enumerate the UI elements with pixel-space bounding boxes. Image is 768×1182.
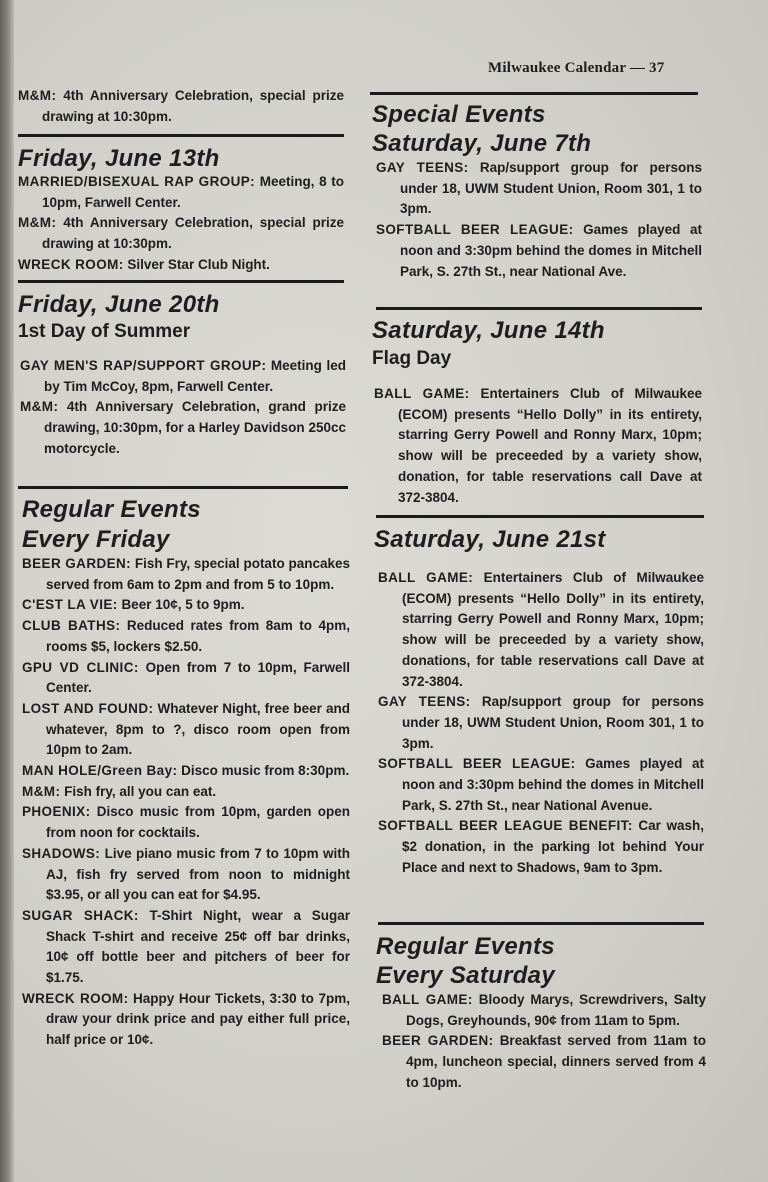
entry-list (18, 172, 344, 276)
divider (376, 515, 704, 518)
entry-list (20, 356, 346, 460)
list-item: BALL GAME: Entertainers Club of Milwaukee (ECOM) presents “Hello Dolly” in its entirety, starring Gerry Powell and Ronny Marx, 10pm; show will be preceeded by a variety show, donation, for table reservations call Dave at 372-3804. (374, 386, 702, 505)
section-heading: Friday, June 13th (18, 145, 220, 172)
list-item: SUGAR SHACK: T-Shirt Night, wear a Sugar Shack T-shirt and receive 25¢ off bar drinks, 10¢ off bottle beer and pitchers of beer for $1.75. (22, 907, 350, 986)
section-heading: Every Friday (22, 526, 170, 553)
list-item: MARRIED/BISEXUAL RAP GROUP: Meeting, 8 to 10pm, Farwell Center. (18, 174, 344, 210)
page-header: Milwaukee Calendar — 37 (488, 60, 665, 76)
list-item: C'EST LA VIE: Beer 10¢, 5 to 9pm. (22, 597, 245, 613)
section-subheading: Flag Day (372, 348, 452, 369)
list-item: WRECK ROOM: Happy Hour Tickets, 3:30 to 7pm, draw your drink price and pay either full price, half price or 10¢. (22, 990, 350, 1048)
divider (18, 280, 344, 283)
list-item: SHADOWS: Live piano music from 7 to 10pm with AJ, fish fry served from noon to midnight $3.95, or all you can eat for $4.95. (22, 845, 350, 903)
list-item: GAY TEENS: Rap/support group for persons under 18, UWM Student Union, Room 301, 1 to 3pm. (376, 160, 702, 217)
list-item: BALL GAME: Entertainers Club of Milwaukee (ECOM) presents “Hello Dolly” in its entirety, starring Gerry Powell and Ronny Marx, 10pm; show will be preceeded by a variety show, donations, for table reservations call Dave at 372-3804. (378, 570, 704, 689)
list-item: CLUB BATHS: Reduced rates from 8am to 4pm, rooms $5, lockers $2.50. (22, 618, 351, 654)
list-item: GPU VD CLINIC: Open from 7 to 10pm, Farwell Center. (22, 659, 350, 696)
list-item: GAY MEN'S RAP/SUPPORT GROUP: Meeting led by Tim McCoy, 8pm, Farwell Center. (20, 358, 346, 394)
divider (370, 92, 698, 95)
list-item: BEER GARDEN: Fish Fry, special potato pancakes served from 6am to 2pm and from 5 to 10pm. (22, 556, 350, 592)
list-item: BALL GAME: Bloody Marys, Screwdrivers, Salty Dogs, Greyhounds, 90¢ from 11am to 5pm. (382, 992, 706, 1028)
list-item: MAN HOLE/Green Bay: Disco music from 8:30pm. (22, 763, 350, 779)
entry-list (378, 568, 704, 879)
list-item: SOFTBALL BEER LEAGUE: Games played at noon and 3:30pm behind the domes in Mitchell Park, S. 27th St., near National Avenue. (378, 756, 704, 813)
section-heading: Regular Events (376, 933, 555, 960)
entry-list (374, 384, 702, 508)
list-item: M&M: 4th Anniversary Celebration, special prize drawing at 10:30pm. (18, 88, 344, 124)
list-item: GAY TEENS: Rap/support group for persons under 18, UWM Student Union, Room 301, 1 to 3pm. (378, 694, 704, 751)
list-item: SOFTBALL BEER LEAGUE: Games played at noon and 3:30pm behind the domes in Mitchell Park, S. 27th St., near National Ave. (376, 222, 702, 279)
entry-list (18, 86, 344, 127)
divider (18, 486, 348, 489)
section-heading: Saturday, June 7th (372, 130, 592, 157)
list-item: BEER GARDEN: Breakfast served from 11am to 4pm, luncheon special, dinners served from 4 to 10pm. (382, 1033, 706, 1090)
section-heading: Every Saturday (376, 962, 555, 989)
entry-list (376, 158, 702, 282)
list-item: WRECK ROOM: Silver Star Club Night. (18, 256, 270, 272)
divider (18, 134, 344, 137)
section-heading: Special Events (372, 101, 546, 128)
page-spine (0, 0, 14, 1182)
entry-list (22, 554, 350, 1051)
section-heading: Friday, June 20th (18, 291, 220, 318)
list-item: M&M: 4th Anniversary Celebration, grand prize drawing, 10:30pm, for a Harley Davidson 250cc motorcycle. (20, 399, 346, 456)
section-heading: Regular Events (22, 496, 201, 523)
divider (378, 922, 704, 925)
list-item: M&M: 4th Anniversary Celebration, special prize drawing at 10:30pm. (18, 215, 344, 252)
entry-list (382, 990, 706, 1094)
list-item: SOFTBALL BEER LEAGUE BENEFIT: Car wash, $2 donation, in the parking lot behind Your Place and next to Shadows, 9am to 3pm. (378, 818, 704, 875)
section-subheading: 1st Day of Summer (18, 321, 191, 342)
section-heading: Saturday, June 14th (372, 317, 605, 344)
section-heading: Saturday, June 21st (374, 526, 606, 553)
list-item: PHOENIX: Disco music from 10pm, garden open from noon for cocktails. (22, 804, 350, 841)
divider (376, 307, 702, 310)
list-item: M&M: Fish fry, all you can eat. (22, 783, 217, 799)
list-item: LOST AND FOUND: Whatever Night, free beer and whatever, 8pm to ?, disco room open from 10pm to 2am. (22, 700, 350, 758)
